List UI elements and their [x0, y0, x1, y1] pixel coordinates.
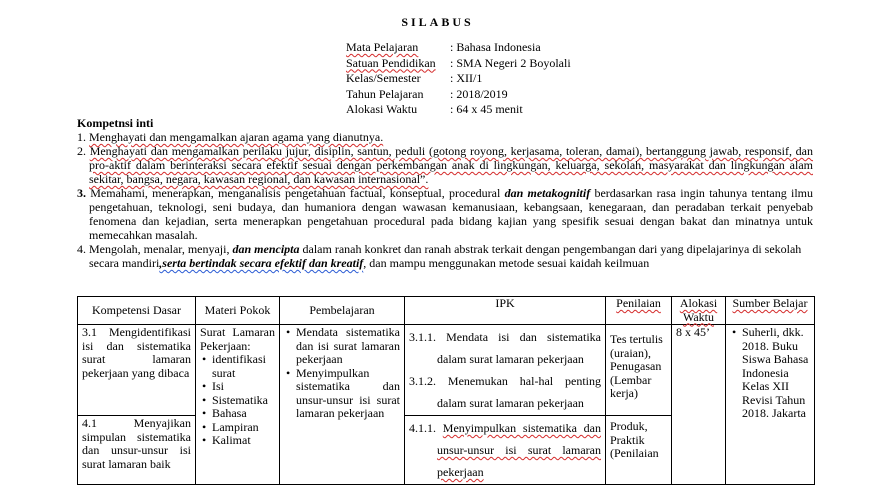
meta-value: : 64 x 45 menit: [450, 102, 523, 116]
ki-item-2: [77, 144, 813, 186]
kompetensi-inti: [77, 116, 813, 270]
pembelajaran-list: [284, 326, 400, 421]
header-kompetensi-dasar: Kompetensi Dasar: [78, 297, 196, 325]
ipk-code: 3.1.1.: [409, 330, 436, 344]
ki-heading: Kompetnsi inti: [77, 116, 154, 130]
ki-emphasis: dan metakognitif: [504, 186, 591, 200]
header-pembelajaran: Pembelajaran: [280, 297, 405, 325]
pembelajaran-cell: [280, 325, 405, 485]
materi-list: [200, 353, 275, 448]
meta-row-year: [346, 87, 571, 103]
ki-text: dalam ranah konkret dan ranah abstrak terkait dengan pengembangan dari yang dipelajarinya di sekolah secara mandiri: [89, 242, 802, 270]
list-item: • Kalimat: [212, 434, 275, 448]
syllabus-table: [77, 296, 815, 485]
meta-row-class: [346, 71, 571, 87]
header-alokasi-waktu: Alokasi Waktu: [672, 297, 726, 325]
meta-value: : Bahasa Indonesia: [450, 40, 541, 54]
meta-row-school: [346, 56, 571, 72]
sumber-cell: [726, 325, 815, 485]
syllabus-meta: [346, 40, 571, 118]
header-ipk: IPK: [405, 297, 606, 325]
header-materi-pokok: Materi Pokok: [196, 297, 280, 325]
ki-text: Memahami, menerapkan, menganalisis pengetahuan factual, konseptual, procedural: [90, 186, 505, 200]
penilaian-cell: Produk, Praktik (Penilaian: [606, 416, 672, 485]
meta-row-subject: [346, 40, 571, 56]
ipk-cell: [405, 325, 606, 416]
penilaian-cell: Tes tertulis (uraian), Penugasan (Lembar kerja): [606, 325, 672, 416]
ki-item-3: [77, 186, 813, 242]
table-row: [78, 325, 815, 416]
ki-number: 3.: [77, 186, 86, 200]
ki-number: 2.: [77, 144, 86, 158]
alokasi-cell: 8 x 45’: [672, 325, 726, 485]
ki-item-1: [77, 130, 813, 144]
meta-value: : 2018/2019: [450, 86, 508, 101]
document-title: SILABUS: [401, 15, 474, 29]
ki-emphasis: ,serta bertindak secara efektif dan kreatif: [159, 256, 364, 270]
ki-number: 1.: [77, 130, 86, 144]
ki-item-4: [77, 242, 813, 270]
list-item: • identifikasi surat: [212, 353, 275, 380]
meta-label: Tahun Pelajaran: [346, 86, 424, 101]
kd-cell: 4.1 Menyajikan simpulan sistematika dan unsur-unsur isi surat lamaran baik: [78, 416, 196, 485]
ki-number: 4.: [77, 242, 86, 256]
list-item: • Lampiran: [212, 421, 275, 435]
meta-label: Alokasi Waktu: [346, 102, 418, 116]
ki-text: Menghayati dan mengamalkan perilaku jujur, disiplin, santun, peduli (gotong royong, kerjasama, toleran, damai), bertanggung jawab, responsif, dan pro-aktif dalam berinteraksi secara efektif sesuai dengan perkembangan anak di lingkungan, keluarga, sekolah, masyarakat dan lingkungan alam sekitar, bangsa, negara, kawasan regional, dan kawasan internasional”.: [89, 144, 813, 186]
ipk-item: [409, 326, 601, 370]
meta-value: : SMA Negeri 2 Boyolali: [450, 55, 571, 70]
list-item: • Suherli, dkk. 2018. Buku Siswa Bahasa Indonesia Kelas XII Revisi Tahun 2018. Jakarta: [742, 326, 810, 421]
meta-label: Satuan Pendidikan: [346, 55, 436, 70]
ipk-item: [409, 417, 601, 483]
ki-text: Menghayati dan mengamalkan ajaran agama yang dianutnya.: [89, 130, 384, 144]
ipk-text: Menyimpulkan sistematika dan unsur-unsur isi surat lamaran pekerjaan: [437, 421, 602, 479]
ipk-cell: [405, 416, 606, 485]
ipk-text: Menemukan hal-hal penting dalam surat lamaran pekerjaan: [437, 374, 602, 410]
ki-text: , dan mampu menggunakan metode sesuai kaidah keilmuan: [363, 256, 650, 270]
meta-value: : XII/1: [450, 71, 483, 85]
kd-cell: 3.1 Mengidentifikasi isi dan sistematika surat lamaran pekerjaan yang dibaca: [78, 325, 196, 416]
ki-emphasis: dan mencipta: [232, 242, 300, 256]
meta-label: Kelas/Semester: [346, 71, 421, 85]
meta-label: Mata Pelajaran: [346, 40, 419, 54]
ipk-item: [409, 370, 601, 414]
list-item: • Bahasa: [212, 407, 275, 421]
materi-cell: [196, 325, 280, 485]
ipk-text: Mendata isi dan sistematika dalam surat lamaran pekerjaan: [437, 330, 601, 366]
ki-text: Mengolah, menalar, menyaji,: [89, 242, 233, 256]
list-item: • Menyimpulkan sistematika dan unsur-unsur isi surat lamaran pekerjaan: [296, 367, 400, 421]
list-item: • Isi: [212, 380, 275, 394]
table-header-row: [78, 297, 815, 325]
materi-intro: Surat Lamaran Pekerjaan:: [200, 325, 275, 353]
ki-text: berdasarkan rasa ingin tahunya tentang ilmu pengetahuan, teknologi, seni budaya, dan humaniora dengan wawasan kemanusiaan, kebangsaan, kenegaraan, dan peradaban terkait penyebab fenomena dan kejadian, serta menerapkan pengetahuan procedural pada bidang kajian yang spesifik sesuai dengan bakat dan minatnya untuk memecahkan masalah.: [89, 186, 814, 242]
list-item: • Mendata sistematika dan isi surat lamaran pekerjaan: [296, 326, 400, 367]
ipk-code: 4.1.1.: [409, 421, 436, 435]
ipk-code: 3.1.2.: [409, 374, 436, 388]
sumber-list: [730, 326, 810, 421]
list-item: • Sistematika: [212, 394, 275, 408]
header-sumber-belajar: Sumber Belajar: [726, 297, 815, 325]
header-penilaian: Penilaian: [606, 297, 672, 325]
